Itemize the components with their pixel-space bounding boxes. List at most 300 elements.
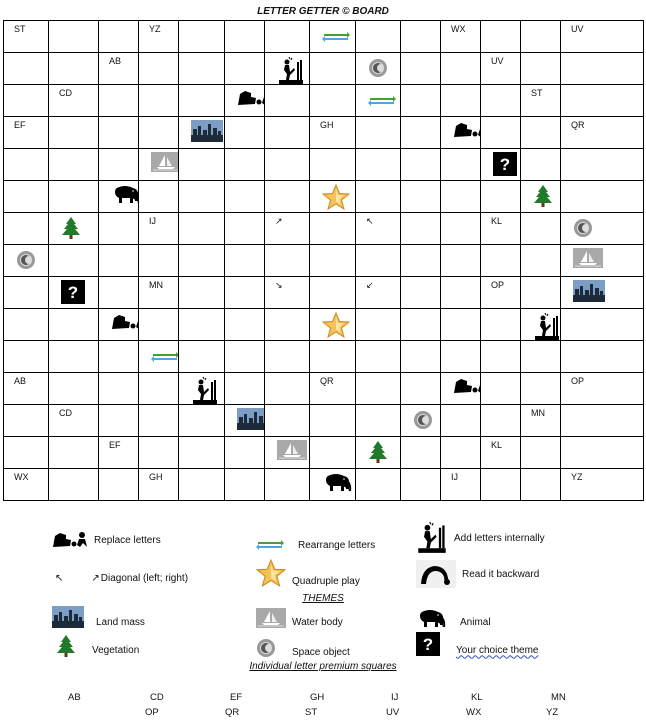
premium-ef: EF <box>230 692 243 703</box>
board-cell[interactable] <box>310 277 356 309</box>
board-cell[interactable] <box>99 309 139 341</box>
premium-square-label: OP <box>571 376 585 386</box>
board-cell[interactable] <box>99 245 139 277</box>
board-cell[interactable] <box>521 53 561 85</box>
premium-square-label: KL <box>491 216 503 226</box>
board-cell[interactable] <box>441 405 481 437</box>
premium-st: ST <box>305 707 318 718</box>
board-cell[interactable] <box>521 309 561 341</box>
premium-title: Individual letter premium squares <box>249 661 397 672</box>
add-letters-icon <box>533 312 561 341</box>
board-cell[interactable] <box>265 245 310 277</box>
board-cell[interactable] <box>265 117 310 149</box>
board-cell[interactable] <box>179 213 225 245</box>
board-cell[interactable] <box>356 309 401 341</box>
board-cell[interactable] <box>356 117 401 149</box>
board-cell[interactable] <box>401 53 441 85</box>
land-mass-icon <box>237 408 265 430</box>
board-cell[interactable] <box>265 53 310 85</box>
board-cell[interactable] <box>179 149 225 181</box>
board-cell[interactable] <box>561 85 644 117</box>
board-cell[interactable] <box>49 181 99 213</box>
board-cell[interactable] <box>265 213 310 245</box>
board-cell[interactable] <box>139 213 179 245</box>
board-cell[interactable] <box>356 213 401 245</box>
board-cell[interactable] <box>521 213 561 245</box>
board-cell[interactable] <box>481 181 521 213</box>
board-cell[interactable] <box>225 149 265 181</box>
board-cell[interactable] <box>356 373 401 405</box>
board-cell[interactable] <box>521 405 561 437</box>
board-cell[interactable] <box>139 469 179 501</box>
board-cell[interactable] <box>139 405 179 437</box>
board-cell[interactable] <box>441 277 481 309</box>
board-cell[interactable] <box>401 213 441 245</box>
board-cell[interactable] <box>225 469 265 501</box>
legend-choice-label: Your choice theme <box>456 644 539 656</box>
board-row <box>4 405 644 437</box>
board-cell[interactable] <box>561 341 644 373</box>
board-cell[interactable] <box>310 149 356 181</box>
board-cell[interactable] <box>401 21 441 53</box>
board-cell[interactable] <box>441 21 481 53</box>
board-cell[interactable] <box>99 277 139 309</box>
board-cell[interactable] <box>481 405 521 437</box>
elephant-icon <box>322 472 352 492</box>
board-cell[interactable] <box>99 341 139 373</box>
board-cell[interactable] <box>356 53 401 85</box>
board-cell[interactable] <box>310 437 356 469</box>
board-cell[interactable] <box>179 53 225 85</box>
board-cell[interactable] <box>4 117 49 149</box>
board-cell[interactable] <box>401 245 441 277</box>
board-cell[interactable] <box>561 149 644 181</box>
premium-op: OP <box>145 707 159 718</box>
board-cell[interactable] <box>99 85 139 117</box>
board-cell[interactable] <box>49 117 99 149</box>
board-cell[interactable] <box>49 309 99 341</box>
board-cell[interactable] <box>49 21 99 53</box>
space-object-icon <box>368 58 388 78</box>
board-cell[interactable] <box>521 277 561 309</box>
tree-icon <box>368 440 388 464</box>
board-cell[interactable] <box>561 245 644 277</box>
board-cell[interactable] <box>179 437 225 469</box>
premium-square-label: EF <box>109 440 121 450</box>
board-cell[interactable] <box>49 405 99 437</box>
board-cell[interactable] <box>310 405 356 437</box>
premium-square-label: ST <box>14 24 26 34</box>
board-cell[interactable] <box>4 309 49 341</box>
board-cell[interactable] <box>265 85 310 117</box>
board-cell[interactable] <box>179 373 225 405</box>
board-cell[interactable] <box>265 341 310 373</box>
board-cell[interactable] <box>441 245 481 277</box>
board-cell[interactable] <box>561 213 644 245</box>
board-cell[interactable] <box>179 117 225 149</box>
board-cell[interactable] <box>310 117 356 149</box>
board-cell[interactable] <box>4 21 49 53</box>
legend-vegetation-label: Vegetation <box>92 644 140 656</box>
board-cell[interactable] <box>401 309 441 341</box>
board-cell[interactable] <box>310 181 356 213</box>
board-cell[interactable] <box>225 181 265 213</box>
premium-kl: KL <box>471 692 483 703</box>
board-cell[interactable] <box>99 405 139 437</box>
premium-square-label: QR <box>571 120 585 130</box>
board-cell[interactable] <box>561 117 644 149</box>
game-board <box>3 20 644 501</box>
premium-square-label: IJ <box>149 216 157 226</box>
board-cell[interactable] <box>561 437 644 469</box>
board-cell[interactable] <box>356 405 401 437</box>
board-cell[interactable] <box>481 117 521 149</box>
board-cell[interactable] <box>4 469 49 501</box>
premium-square-label: QR <box>320 376 334 386</box>
board-cell[interactable] <box>49 149 99 181</box>
board-cell[interactable] <box>179 277 225 309</box>
board-cell[interactable] <box>310 309 356 341</box>
board-cell[interactable] <box>225 117 265 149</box>
board-row <box>4 149 644 181</box>
add-letters-icon <box>416 520 448 556</box>
board-cell[interactable] <box>225 85 265 117</box>
add-letters-icon <box>191 376 219 405</box>
board-cell[interactable] <box>179 181 225 213</box>
board-cell[interactable] <box>401 373 441 405</box>
board-cell[interactable] <box>139 341 179 373</box>
board-cell[interactable] <box>99 373 139 405</box>
board-cell[interactable] <box>179 341 225 373</box>
board-row <box>4 373 644 405</box>
board-row <box>4 341 644 373</box>
legend-animal <box>416 608 491 628</box>
board-cell[interactable] <box>310 373 356 405</box>
board-row <box>4 277 644 309</box>
premium-square-label: MN <box>149 280 163 290</box>
board-cell[interactable] <box>310 469 356 501</box>
board-cell[interactable] <box>265 373 310 405</box>
board-cell[interactable] <box>521 341 561 373</box>
board-cell[interactable] <box>4 245 49 277</box>
board-cell[interactable] <box>49 277 99 309</box>
board-cell[interactable] <box>521 21 561 53</box>
premium-ab: AB <box>68 692 81 703</box>
board-cell[interactable] <box>225 341 265 373</box>
legend-quad <box>256 558 360 587</box>
board-cell[interactable] <box>561 469 644 501</box>
diagonal-right-arrow: ↗ <box>91 573 100 584</box>
board-cell[interactable] <box>179 245 225 277</box>
board-cell[interactable] <box>561 21 644 53</box>
premium-square-label: AB <box>109 56 122 66</box>
board-cell[interactable] <box>441 373 481 405</box>
board-cell[interactable] <box>356 21 401 53</box>
board-row <box>4 469 644 501</box>
board-cell[interactable] <box>49 437 99 469</box>
board-cell[interactable] <box>441 309 481 341</box>
board-cell[interactable] <box>139 437 179 469</box>
question-mark-icon <box>416 632 440 656</box>
board-cell[interactable] <box>49 373 99 405</box>
board-cell[interactable] <box>481 21 521 53</box>
board-cell[interactable] <box>401 181 441 213</box>
board-cell[interactable] <box>481 309 521 341</box>
board-cell[interactable] <box>401 437 441 469</box>
rearrange-arrows-icon <box>322 31 350 43</box>
board-cell[interactable] <box>481 53 521 85</box>
board-cell[interactable] <box>481 373 521 405</box>
board-cell[interactable] <box>49 213 99 245</box>
board-cell[interactable] <box>49 469 99 501</box>
board-cell[interactable] <box>356 85 401 117</box>
board-cell[interactable] <box>441 469 481 501</box>
board-cell[interactable] <box>99 181 139 213</box>
legend-backward <box>416 560 539 588</box>
board-cell[interactable] <box>310 341 356 373</box>
board-cell[interactable] <box>481 341 521 373</box>
board-cell[interactable] <box>521 437 561 469</box>
premium-square-label: KL <box>491 440 503 450</box>
board-cell[interactable] <box>481 149 521 181</box>
legend-space <box>256 638 350 658</box>
board-cell[interactable] <box>310 21 356 53</box>
board-cell[interactable] <box>139 277 179 309</box>
board-cell[interactable] <box>561 405 644 437</box>
board-cell[interactable] <box>441 341 481 373</box>
board-cell[interactable] <box>225 437 265 469</box>
board-cell[interactable] <box>4 181 49 213</box>
board-row <box>4 437 644 469</box>
board-cell[interactable] <box>139 181 179 213</box>
board-cell[interactable] <box>4 405 49 437</box>
water-body-icon <box>151 152 179 172</box>
board-cell[interactable] <box>4 213 49 245</box>
star-icon <box>256 559 286 587</box>
premium-gh: GH <box>310 692 325 703</box>
board-cell[interactable] <box>481 277 521 309</box>
board-cell[interactable] <box>49 53 99 85</box>
legend-space-label: Space object <box>292 646 350 658</box>
board-cell[interactable] <box>139 149 179 181</box>
board-cell[interactable] <box>521 149 561 181</box>
board-cell[interactable] <box>561 373 644 405</box>
board-row <box>4 85 644 117</box>
board-cell[interactable] <box>561 181 644 213</box>
board-cell[interactable] <box>4 53 49 85</box>
board-cell[interactable] <box>481 213 521 245</box>
board-cell[interactable] <box>179 21 225 53</box>
board-cell[interactable] <box>139 309 179 341</box>
board-title: LETTER GETTER © BOARD <box>257 6 389 17</box>
water-body-icon <box>256 608 286 628</box>
board-cell[interactable] <box>99 437 139 469</box>
rearrange-arrows-icon <box>151 351 179 363</box>
premium-square-label: MN <box>531 408 545 418</box>
board-cell[interactable] <box>225 309 265 341</box>
legend-replace-label: Replace letters <box>94 534 161 546</box>
board-cell[interactable] <box>441 149 481 181</box>
board-cell[interactable] <box>265 181 310 213</box>
board-cell[interactable] <box>265 21 310 53</box>
board-cell[interactable] <box>99 469 139 501</box>
board-cell[interactable] <box>4 149 49 181</box>
board-cell[interactable] <box>310 53 356 85</box>
elephant-icon <box>416 608 446 628</box>
board-cell[interactable] <box>179 309 225 341</box>
legend-animal-label: Animal <box>460 616 491 628</box>
premium-square-label: WX <box>451 24 466 34</box>
board-cell[interactable] <box>441 213 481 245</box>
board-cell[interactable] <box>521 181 561 213</box>
question-mark-icon <box>61 280 85 304</box>
board-cell[interactable] <box>139 117 179 149</box>
board-cell[interactable] <box>441 85 481 117</box>
land-mass-icon <box>573 280 605 302</box>
board-cell[interactable] <box>225 53 265 85</box>
add-letters-icon <box>277 56 305 85</box>
board-cell[interactable] <box>441 437 481 469</box>
legend-backward-label: Read it backward <box>462 568 540 580</box>
board-cell[interactable] <box>401 277 441 309</box>
board-cell[interactable] <box>225 373 265 405</box>
board-cell[interactable] <box>99 213 139 245</box>
board-cell[interactable] <box>99 21 139 53</box>
board-cell[interactable] <box>481 469 521 501</box>
board-cell[interactable] <box>99 53 139 85</box>
water-body-icon <box>277 440 307 460</box>
premium-square-label: CD <box>59 88 72 98</box>
premium-square-label: YZ <box>149 24 161 34</box>
board-cell[interactable] <box>356 149 401 181</box>
board-cell[interactable] <box>225 213 265 245</box>
board-row <box>4 117 644 149</box>
board-cell[interactable] <box>521 245 561 277</box>
board-cell[interactable] <box>139 245 179 277</box>
board-cell[interactable] <box>481 245 521 277</box>
board-cell[interactable] <box>441 181 481 213</box>
board-cell[interactable] <box>521 85 561 117</box>
space-object-icon <box>256 638 276 658</box>
board-cell[interactable] <box>265 149 310 181</box>
board-cell[interactable] <box>265 309 310 341</box>
board-cell[interactable] <box>481 85 521 117</box>
board-cell[interactable] <box>179 469 225 501</box>
board-cell[interactable] <box>4 373 49 405</box>
board-cell[interactable] <box>356 469 401 501</box>
board-cell[interactable] <box>225 245 265 277</box>
board-cell[interactable] <box>139 373 179 405</box>
premium-square-label: UV <box>491 56 504 66</box>
board-row <box>4 245 644 277</box>
board-row <box>4 21 644 53</box>
themes-title: THEMES <box>302 593 344 604</box>
premium-square-label: ↙ <box>366 280 374 290</box>
board-cell[interactable] <box>265 469 310 501</box>
board-cell[interactable] <box>401 149 441 181</box>
board-cell[interactable] <box>179 85 225 117</box>
svg-text:?: ? <box>422 635 434 654</box>
board-cell[interactable] <box>561 53 644 85</box>
board-cell[interactable] <box>401 341 441 373</box>
premium-square-label: WX <box>14 472 29 482</box>
board-cell[interactable] <box>310 213 356 245</box>
board-row <box>4 213 644 245</box>
board-cell[interactable] <box>265 277 310 309</box>
board-cell[interactable] <box>441 117 481 149</box>
board-cell[interactable] <box>356 437 401 469</box>
board-cell[interactable] <box>225 405 265 437</box>
legend-replace <box>52 530 161 550</box>
replace-letters-icon <box>453 120 481 140</box>
board-cell[interactable] <box>561 277 644 309</box>
replace-letters-icon <box>111 312 139 332</box>
board-cell[interactable] <box>4 277 49 309</box>
board-cell[interactable] <box>265 437 310 469</box>
premium-ij: IJ <box>391 692 399 703</box>
board-cell[interactable] <box>521 469 561 501</box>
board-cell[interactable] <box>401 405 441 437</box>
board-cell[interactable] <box>356 277 401 309</box>
board-cell[interactable] <box>441 53 481 85</box>
board-cell[interactable] <box>139 21 179 53</box>
board-cell[interactable] <box>481 437 521 469</box>
board-cell[interactable] <box>356 245 401 277</box>
board-cell[interactable] <box>401 469 441 501</box>
board-cell[interactable] <box>310 245 356 277</box>
board-cell[interactable] <box>139 85 179 117</box>
space-object-icon <box>16 250 36 270</box>
board-cell[interactable] <box>521 117 561 149</box>
board-cell[interactable] <box>99 117 139 149</box>
legend-diagonal <box>55 573 188 584</box>
premium-square-label: ↗ <box>275 216 283 226</box>
land-mass-icon <box>191 120 223 142</box>
board-cell[interactable] <box>99 149 139 181</box>
board-cell[interactable] <box>49 341 99 373</box>
space-object-icon <box>573 218 593 238</box>
legend-vegetation <box>56 634 139 658</box>
board-cell[interactable] <box>49 85 99 117</box>
board-cell[interactable] <box>401 117 441 149</box>
board-cell[interactable] <box>179 405 225 437</box>
tree-icon <box>533 184 553 208</box>
svg-text:?: ? <box>67 283 79 302</box>
board-cell[interactable] <box>521 373 561 405</box>
premium-square-label: GH <box>320 120 334 130</box>
board-cell[interactable] <box>139 53 179 85</box>
board-cell[interactable] <box>356 181 401 213</box>
premium-uv: UV <box>386 707 400 718</box>
board-cell[interactable] <box>4 341 49 373</box>
board-cell[interactable] <box>49 245 99 277</box>
board-cell[interactable] <box>225 277 265 309</box>
replace-letters-icon <box>453 376 481 396</box>
space-object-icon <box>413 410 433 430</box>
premium-yz: YZ <box>546 707 559 718</box>
board-cell[interactable] <box>4 437 49 469</box>
premium-square-label: ↘ <box>275 280 283 290</box>
board-cell[interactable] <box>356 341 401 373</box>
board-cell[interactable] <box>4 85 49 117</box>
board-cell[interactable] <box>401 85 441 117</box>
board-cell[interactable] <box>561 309 644 341</box>
board-cell[interactable] <box>225 21 265 53</box>
premium-cd: CD <box>150 692 164 703</box>
premium-square-label: ST <box>531 88 543 98</box>
board-cell[interactable] <box>265 405 310 437</box>
board-cell[interactable] <box>310 85 356 117</box>
